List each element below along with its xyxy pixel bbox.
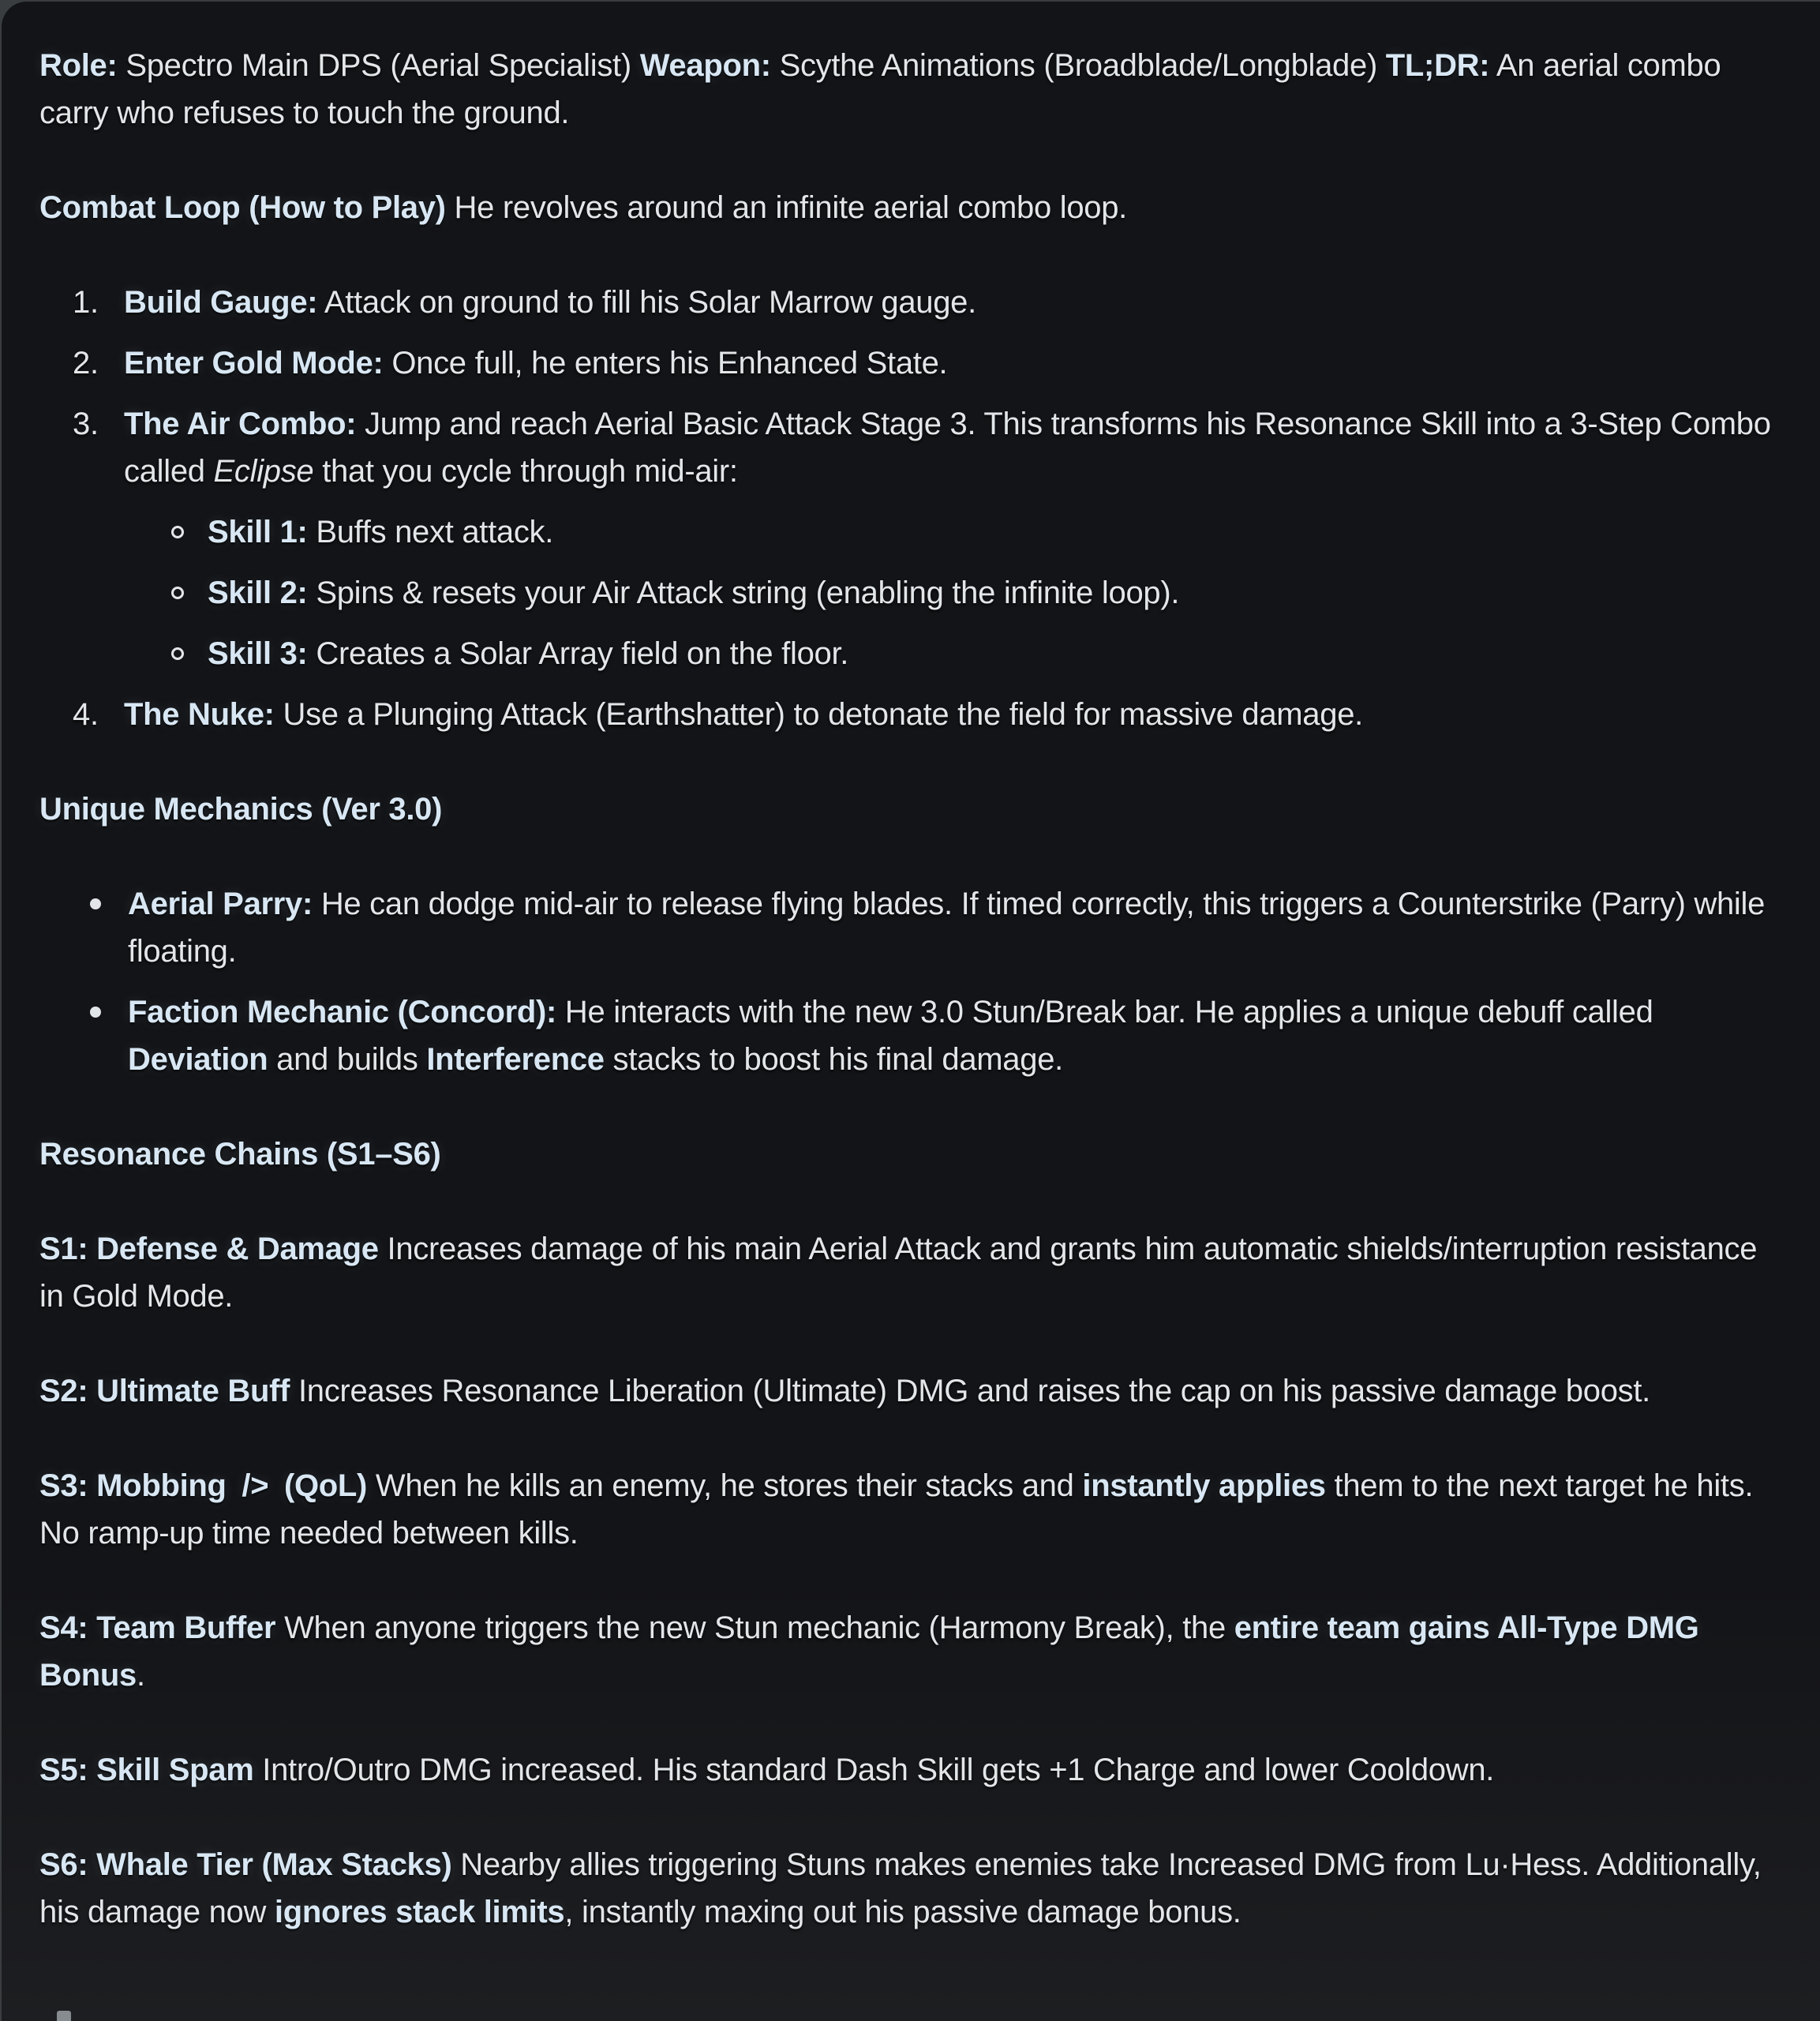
list-item-text: [124, 697, 1363, 732]
bold-text: Role:: [39, 48, 118, 83]
bullet-icon: [90, 898, 101, 909]
text: .: [136, 1658, 145, 1693]
italic-text: Eclipse: [213, 454, 314, 489]
bullet-icon: [90, 1007, 101, 1018]
circle-bullet-icon: [171, 587, 184, 599]
list-item: [39, 279, 1785, 326]
bold-text: entire team gains All-Type DMG Bonus: [39, 1610, 1699, 1693]
bold-text: />: [242, 1468, 269, 1503]
text: Nearby allies triggering Stuns makes enemies take Increased DMG from Lu·Hess. Additionally, his damage now: [39, 1847, 1762, 1929]
list-item-text: [128, 995, 1653, 1077]
text: Intro/Outro DMG increased. His standard Dash Skill gets +1 Charge and lower Cooldown.: [253, 1753, 1495, 1787]
text: Spins & resets your Air Attack string (enabling the infinite loop).: [307, 576, 1180, 610]
combat-loop-steps: [39, 279, 1785, 738]
assistant-message-body: [2, 2, 1820, 1959]
bold-text: Skill 2:: [208, 576, 308, 610]
bold-text: Resonance Chains (S1–S6): [39, 1137, 441, 1172]
text: Scythe Animations (Broadblade/Longblade): [770, 48, 1386, 83]
s4-paragraph: [39, 1604, 1785, 1699]
sub-list-item-text: [208, 636, 848, 671]
text: Creates a Solar Array field on the floor.: [307, 636, 849, 671]
sub-list-item-text: [208, 515, 553, 549]
list-item: [39, 400, 1785, 677]
resonance-chains-heading: [39, 1130, 1785, 1178]
unique-mechanics-list: [39, 880, 1785, 1083]
text: them to the next target he hits. No ramp-up time needed between kills.: [39, 1468, 1754, 1550]
bold-text: Skill 3:: [208, 636, 308, 671]
bold-text: The Nuke:: [124, 697, 275, 732]
list-number: 4.: [73, 697, 99, 732]
unique-mechanics-heading: [39, 786, 1785, 833]
sub-list-item-text: [208, 576, 1179, 610]
text: Once full, he enters his Enhanced State.: [383, 346, 948, 381]
bold-text: S4: Team Buffer: [39, 1610, 276, 1645]
s1-paragraph: [39, 1225, 1785, 1320]
bold-text: Build Gauge:: [124, 285, 318, 320]
list-number: 2.: [73, 346, 99, 381]
combat-loop-heading: [39, 184, 1785, 231]
text: stacks to boost his final damage.: [604, 1042, 1063, 1077]
list-item-text: [124, 285, 976, 320]
bold-text: TL;DR:: [1385, 48, 1490, 83]
s3-paragraph: [39, 1462, 1785, 1557]
list-item: [39, 339, 1785, 387]
text: Increases damage of his main Aerial Attack and grants him automatic shields/interruption resistance in Gold Mode.: [39, 1232, 1758, 1314]
text: Spectro Main DPS (Aerial Specialist): [117, 48, 640, 83]
text: When he kills an enemy, he stores their stacks and: [367, 1468, 1083, 1503]
bold-text: ignores stack limits: [274, 1895, 565, 1929]
s6-paragraph: [39, 1841, 1785, 1936]
bold-text: The Air Combo:: [124, 407, 357, 441]
message-surface: [2, 2, 1820, 2021]
bold-text: Weapon:: [639, 48, 771, 83]
text: and builds: [268, 1042, 427, 1077]
s2-paragraph: [39, 1367, 1785, 1415]
text: Buffs next attack.: [307, 515, 554, 549]
text: [268, 1468, 284, 1503]
intro-paragraph: [39, 42, 1785, 137]
circle-bullet-icon: [171, 647, 184, 660]
bold-text: Unique Mechanics (Ver 3.0): [39, 792, 443, 827]
text: He revolves around an infinite aerial combo loop.: [445, 190, 1127, 225]
list-number: 3.: [73, 407, 99, 441]
text: , instantly maxing out his passive damage bonus.: [564, 1895, 1241, 1929]
bold-text: Combat Loop (How to Play): [39, 190, 446, 225]
text: that you cycle through mid-air:: [313, 454, 738, 489]
sub-list-item: [124, 508, 1785, 556]
text: Increases Resonance Liberation (Ultimate) DMG and raises the cap on his passive damage boost.: [290, 1374, 1650, 1408]
sub-list-item: [124, 630, 1785, 677]
bold-text: Faction Mechanic (Concord):: [128, 995, 557, 1029]
text: He interacts with the new 3.0 Stun/Break bar. He applies a unique debuff called: [556, 995, 1653, 1029]
s5-paragraph: [39, 1746, 1785, 1794]
bold-text: Aerial Parry:: [128, 887, 313, 921]
text: Jump and reach Aerial Basic Attack Stage 3. This transforms his Resonance Skill into a 3-Step Combo called: [124, 407, 1771, 489]
bold-text: (QoL): [283, 1468, 368, 1503]
text: An aerial combo carry who refuses to touch the ground.: [39, 48, 1721, 130]
bold-text: Deviation: [128, 1042, 268, 1077]
sub-list-item: [124, 569, 1785, 617]
list-item-text: [128, 887, 1765, 969]
text: Use a Plunging Attack (Earthshatter) to detonate the field for massive damage.: [274, 697, 1363, 732]
circle-bullet-icon: [171, 526, 184, 538]
list-item-text: [124, 346, 947, 381]
bold-text: S2: Ultimate Buff: [39, 1374, 290, 1408]
bold-text: Skill 1:: [208, 515, 308, 549]
list-number: 1.: [73, 285, 99, 320]
bold-text: S6: Whale Tier (Max Stacks): [39, 1847, 452, 1882]
sub-list: [124, 508, 1785, 677]
list-item: [39, 691, 1785, 738]
text: He can dodge mid-air to release flying blades. If timed correctly, this triggers a Counterstrike (Parry) while floating.: [128, 887, 1766, 969]
bold-text: S1: Defense & Damage: [39, 1232, 379, 1266]
bold-text: instantly applies: [1082, 1468, 1326, 1503]
list-item-text: [124, 407, 1771, 489]
list-item: [39, 880, 1785, 975]
text: When anyone triggers the new Stun mechanic (Harmony Break), the: [275, 1610, 1234, 1645]
bold-text: Interference: [426, 1042, 605, 1077]
text: [227, 1468, 242, 1503]
bold-text: S3: Mobbing: [39, 1468, 227, 1503]
bold-text: S5: Skill Spam: [39, 1753, 254, 1787]
clipped-next-line-artifact: [57, 2011, 71, 2021]
text: Attack on ground to fill his Solar Marrow gauge.: [317, 285, 976, 320]
bold-text: Enter Gold Mode:: [124, 346, 384, 381]
list-item: [39, 988, 1785, 1083]
